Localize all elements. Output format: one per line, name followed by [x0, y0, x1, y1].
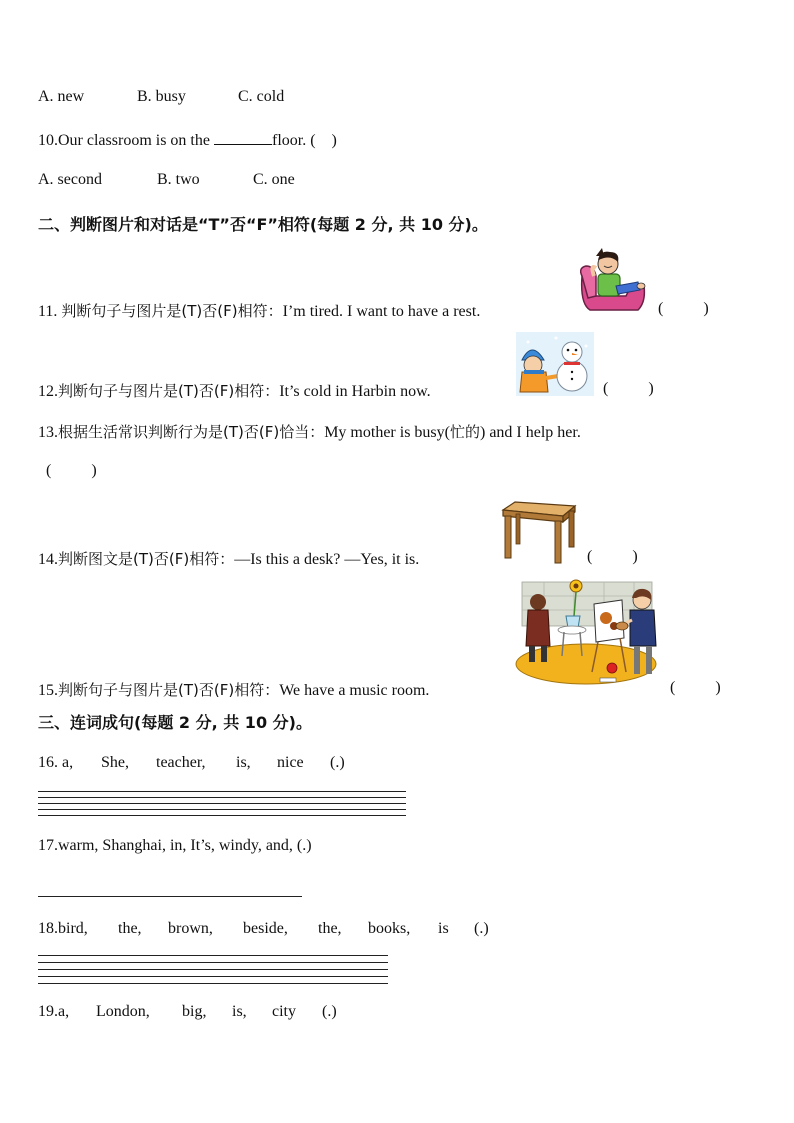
q18-word: the,	[318, 920, 342, 937]
q10-option-a: A. second	[38, 171, 102, 188]
q12-answer-parens[interactable]: ( )	[603, 380, 654, 397]
q19-word: (.)	[322, 1003, 337, 1020]
q13-number: 13.	[38, 424, 58, 441]
q13-answer-parens[interactable]: ( )	[46, 462, 97, 479]
q18-answer-line[interactable]	[38, 983, 388, 984]
q9-option-c: C. cold	[238, 88, 285, 105]
question-12	[38, 380, 431, 401]
q16-answer-line[interactable]	[38, 803, 406, 804]
q16-word: (.)	[330, 754, 345, 771]
q11-number: 11.	[38, 303, 62, 320]
tired-boy-armchair-picture	[576, 246, 648, 314]
q16-answer-line[interactable]	[38, 791, 406, 792]
q11-sentence: I’m tired. I want to have a rest.	[282, 303, 481, 320]
q12-number: 12.	[38, 383, 58, 400]
q18-answer-line[interactable]	[38, 976, 388, 977]
question-14	[38, 548, 419, 569]
q10-option-b: B. two	[157, 171, 200, 188]
q15-answer-parens[interactable]: ( )	[670, 679, 721, 696]
question-17: 17.warm, Shanghai, in, It’s, windy, and, (.)	[38, 837, 312, 854]
q16-word: nice	[277, 754, 304, 771]
q13-sentence-end: ) and I help her.	[480, 424, 581, 441]
q18-word: is	[438, 920, 449, 937]
q13-sentence: My mother is busy(	[324, 424, 450, 441]
q16-word: is,	[236, 754, 251, 771]
q14-answer-parens[interactable]: ( )	[587, 548, 638, 565]
q10-number: 10.	[38, 132, 58, 149]
q18-answer-line[interactable]	[38, 962, 388, 963]
q19-word: is,	[232, 1003, 247, 1020]
q11-answer-parens[interactable]: ( )	[658, 300, 709, 317]
painting-classroom-picture	[514, 576, 662, 694]
q19-word: London,	[96, 1003, 150, 1020]
q16-word: teacher,	[156, 754, 206, 771]
q10-blank	[214, 130, 272, 145]
q15-sentence: We have a music room.	[279, 682, 430, 699]
q10-text: Our classroom is on the	[58, 132, 214, 149]
q11-instruction: 判断句子与图片是(T)否(F)相符：	[61, 302, 283, 320]
question-11	[38, 300, 480, 321]
boy-snowman-picture	[516, 332, 594, 396]
q18-word: beside,	[243, 920, 288, 937]
q14-number: 14.	[38, 551, 58, 568]
q19-word: big,	[182, 1003, 207, 1020]
table-picture	[501, 500, 577, 566]
q18-word: books,	[368, 920, 411, 937]
q19-word: 19.a,	[38, 1003, 70, 1020]
q14-sentence: —Is this a desk? —Yes, it is.	[234, 551, 420, 568]
section-3-title: 三、连词成句(每题 2 分, 共 10 分)。	[38, 713, 312, 732]
q15-instruction: 判断句子与图片是(T)否(F)相符：	[58, 681, 280, 699]
q16-answer-line[interactable]	[38, 815, 406, 816]
q13-gloss: 忙的	[449, 423, 480, 441]
q9-option-a: A. new	[38, 88, 85, 105]
q15-number: 15.	[38, 682, 58, 699]
q18-word: the,	[118, 920, 142, 937]
q16-word: 16. a,	[38, 754, 74, 771]
section-2-title: 二、判断图片和对话是“T”否“F”相符(每题 2 分, 共 10 分)。	[38, 215, 488, 234]
q18-answer-line[interactable]	[38, 955, 388, 956]
q18-word: (.)	[474, 920, 489, 937]
q18-answer-line[interactable]	[38, 969, 388, 970]
question-15	[38, 679, 429, 700]
q12-instruction: 判断句子与图片是(T)否(F)相符：	[58, 382, 280, 400]
q17-answer-line[interactable]	[38, 896, 302, 897]
q12-sentence: It’s cold in Harbin now.	[279, 383, 431, 400]
q16-answer-line[interactable]	[38, 809, 406, 810]
q16-answer-line[interactable]	[38, 797, 406, 798]
q10-text-after: floor. (	[271, 132, 316, 149]
question-13	[38, 421, 581, 442]
q18-word: brown,	[168, 920, 213, 937]
q9-option-b: B. busy	[137, 88, 186, 105]
q16-word: She,	[101, 754, 129, 771]
q10-paren-close: )	[331, 132, 337, 149]
q18-word: 18.bird,	[38, 920, 88, 937]
q19-word: city	[272, 1003, 296, 1020]
question-10	[38, 130, 337, 150]
q13-instruction: 根据生活常识判断行为是(T)否(F)恰当：	[58, 423, 325, 441]
q14-instruction: 判断图文是(T)否(F)相符：	[58, 550, 235, 568]
q10-option-c: C. one	[253, 171, 295, 188]
